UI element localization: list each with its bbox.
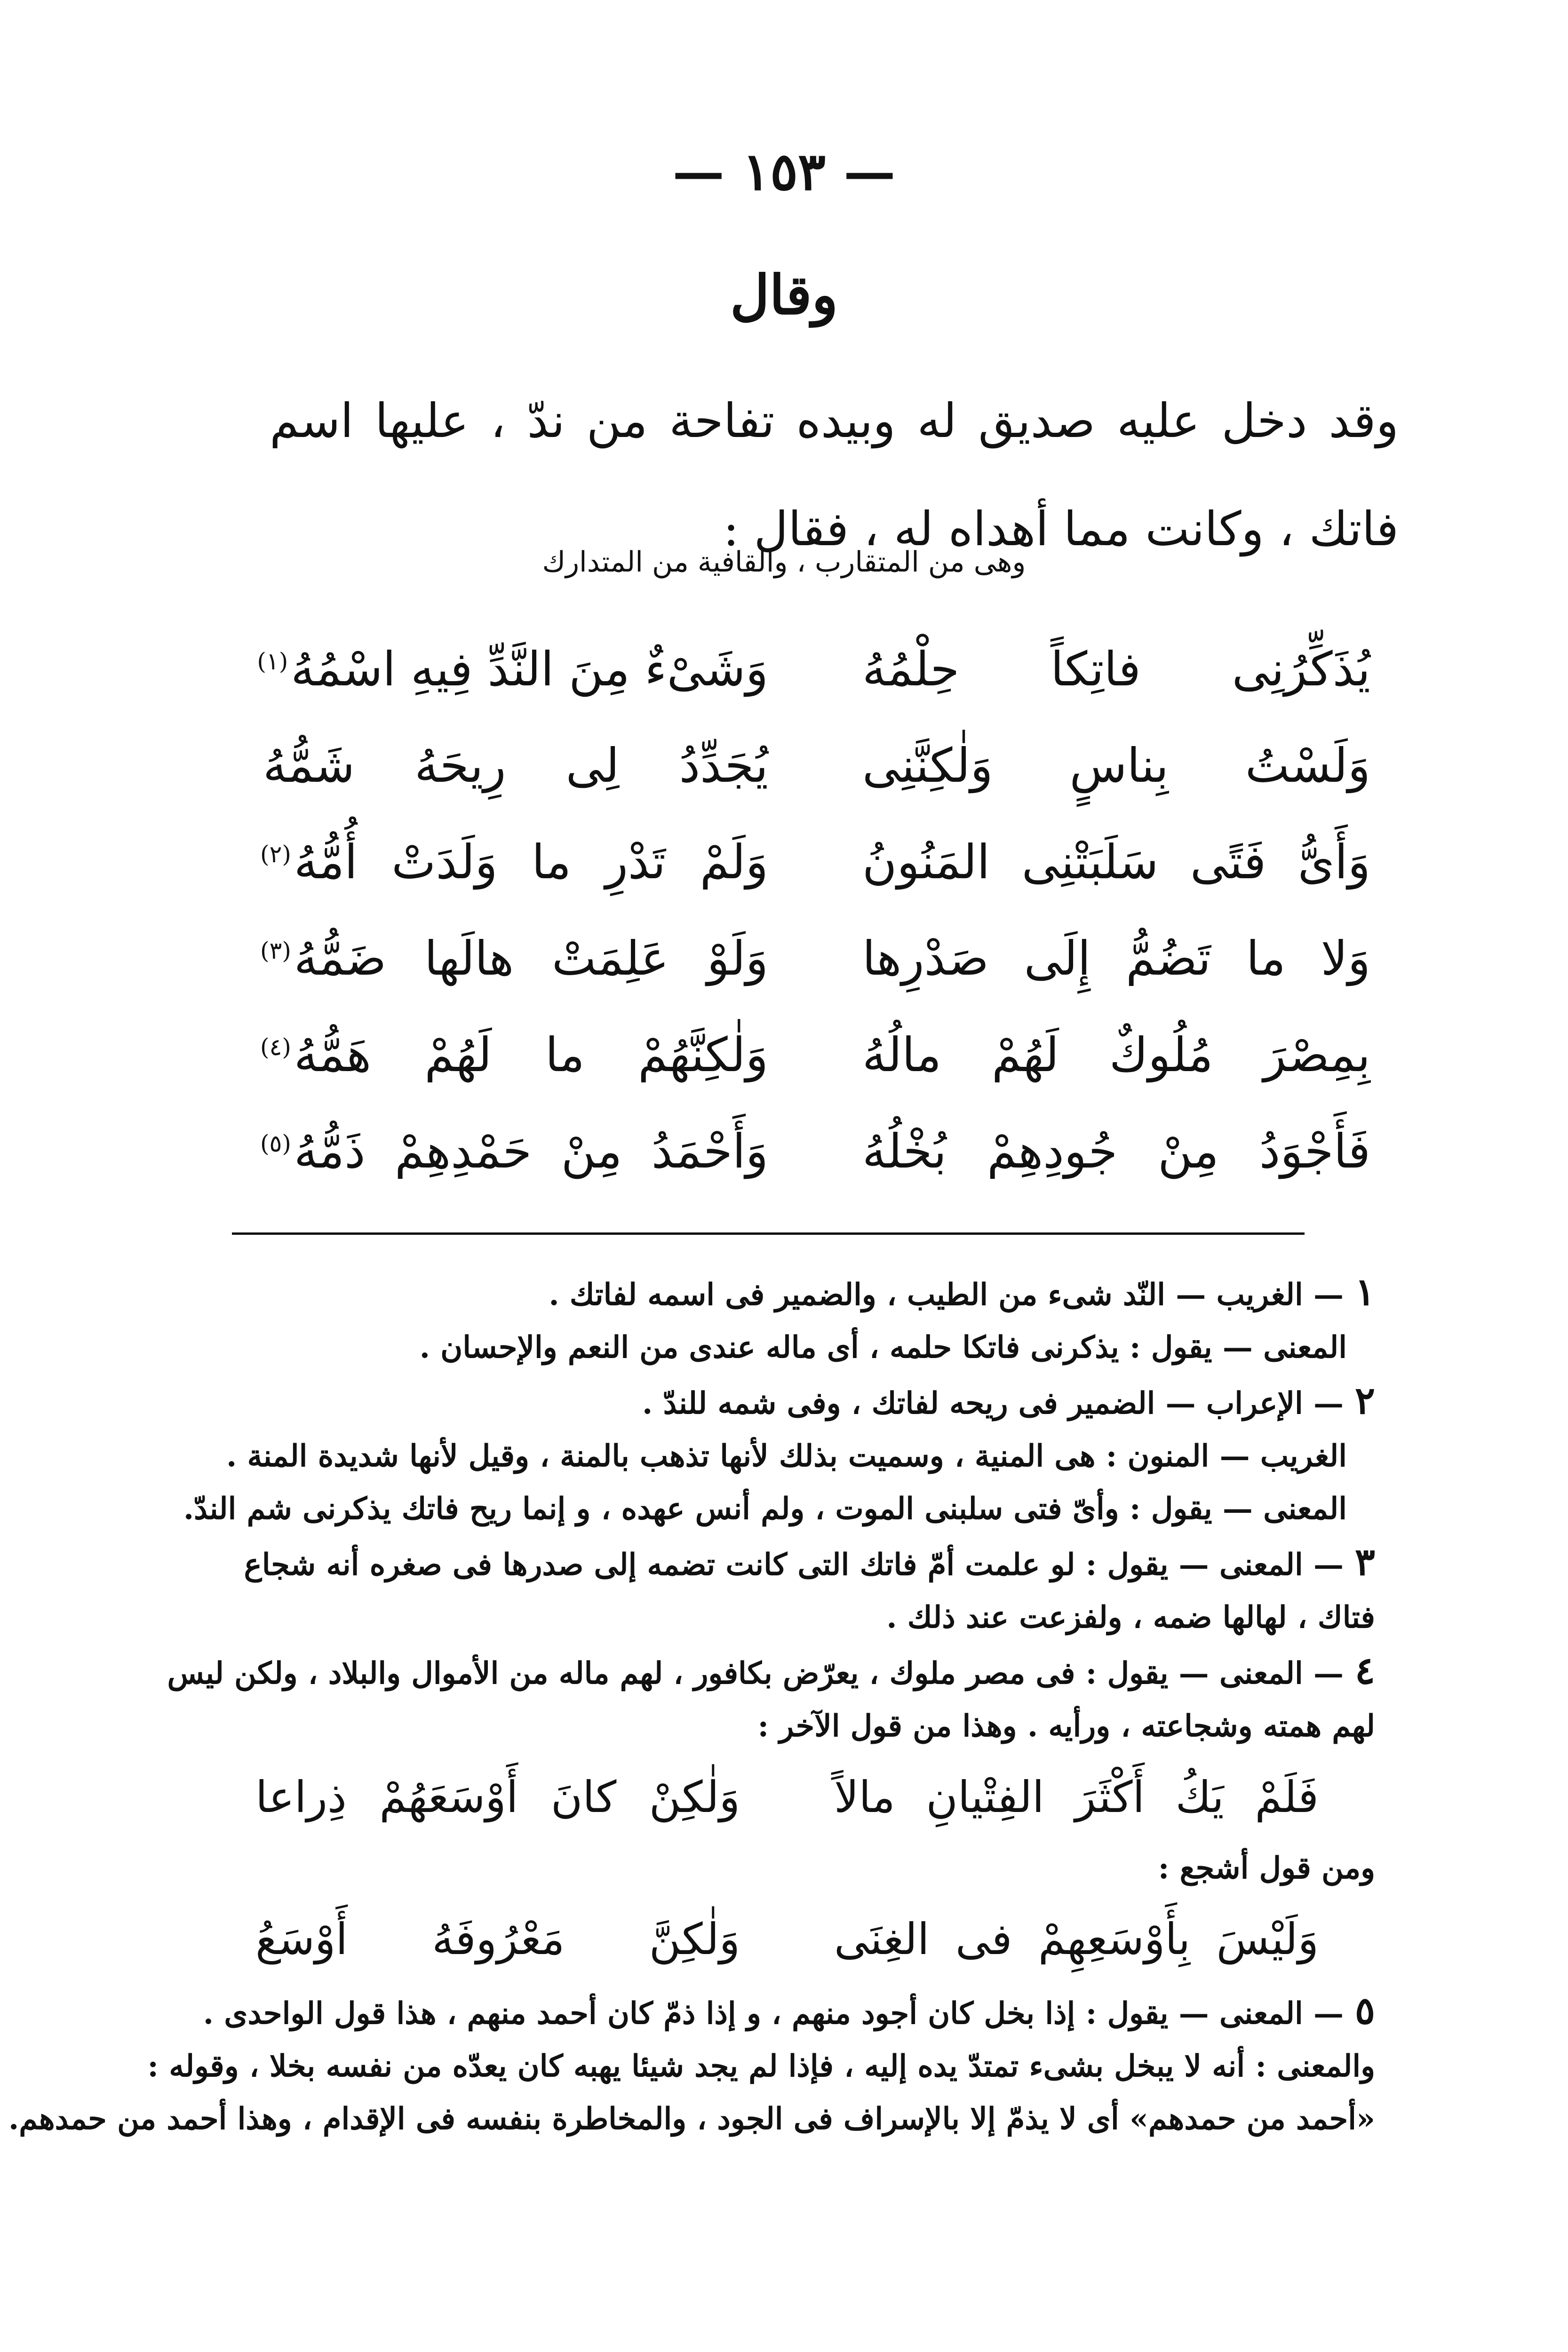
footnote-5-line: والمعنى : أنه لا يبخل بشىء تمتدّ يده إليه ، فإذا لم يجد شيئا يهبه كان يعدّه من نفسه بخلا ، وقوله : <box>147 2049 1375 2084</box>
footnote-4-line <box>167 1644 1375 1700</box>
poem-verses <box>257 621 1370 1200</box>
footnote-marker: (٤) <box>260 1033 291 1061</box>
footnote-3-line <box>190 1535 1375 1591</box>
intro-paragraph: وقد دخل عليه صديق له وبيده تفاحة من ندّ ، عليها اسم فاتك ، وكانت مما أهداه له ، فقال : <box>270 393 1399 556</box>
verse-second-text: وَلٰكِنَّهُمْ ما لَهُمْ هَمُّهُ <box>294 1027 768 1082</box>
verse-line <box>260 1007 1370 1103</box>
footnote-5-line <box>190 1984 1375 2040</box>
footnote-marker: (١) <box>257 647 288 675</box>
footnote-marker: (٢) <box>260 840 291 868</box>
verse-first-hemistich: وَأَىُّ فَتًى سَلَبَتْنِى المَنُونُ <box>862 834 1370 890</box>
verse-line <box>260 1103 1370 1200</box>
footnote-number: ٤ <box>1355 1648 1375 1692</box>
verse-second-hemistich <box>257 642 768 697</box>
meter-note: وهى من المتقارب ، والقافية من المتدارك <box>542 546 1026 579</box>
quoted-verse-second: وَلٰكِنَّ مَعْرُوفَهُ أَوْسَعُ <box>255 1914 740 1964</box>
footnote-1-line: المعنى — يقول : يذكرنى فاتكا حلمه ، أى ماله عندى من النعم والإحسان . <box>419 1330 1347 1365</box>
footnote-text: — الغريب — النّد شىء من الطيب ، والضمير فى اسمه لفاتك . <box>549 1277 1344 1312</box>
verse-second-text: يُجَدِّدُ لِى رِيحَهُ شَمُّهُ <box>263 738 768 793</box>
footnote-text: — الإعراب — الضمير فى ريحه لفاتك ، وفى شمه للندّ . <box>642 1386 1344 1421</box>
verse-line <box>260 717 1370 814</box>
verse-line <box>260 910 1370 1007</box>
quoted-verse-second: وَلٰكِنْ كانَ أَوْسَعَهُمْ ذِراعا <box>255 1772 740 1822</box>
verse-second-text: وَلَوْ عَلِمَتْ هالَها ضَمُّهُ <box>294 931 768 986</box>
quoted-verse-first: وَلَيْسَ بِأَوْسَعِهِمْ فى الغِنَى <box>834 1914 1319 1964</box>
footnote-text: — المعنى — يقول : إذا بخل كان أجود منهم ، و إذا ذمّ كان أحمد منهم ، هذا قول الواحدى . <box>203 1996 1344 2031</box>
quoted-verse <box>255 1895 1319 1984</box>
footnote-2-line: المعنى — يقول : وأىّ فتى سلبنى الموت ، ولم أنس عهده ، و إنما ريح فاتك يذكرنى شم الندّ. <box>183 1491 1347 1526</box>
footnote-3-line: فتاك ، لهالها ضمه ، ولفزعت عند ذلك . <box>886 1600 1375 1635</box>
footnote-5-line: «أحمد من حمدهم» أى لا يذمّ إلا بالإسراف فى الجود ، والمخاطرة بنفسه فى الإقدام ، وهذا أحمد من حمدهم. <box>8 2101 1375 2137</box>
footnote-4-line: ومن قول أشجع : <box>1158 1851 1375 1886</box>
verse-first-hemistich: يُذَكِّرُنِى فاتِكاً حِلْمُهُ <box>862 642 1370 697</box>
verse-second-text: وَأَحْمَدُ مِنْ حَمْدِهِمْ ذَمُّهُ <box>294 1124 768 1179</box>
footnote-1-line <box>190 1265 1375 1321</box>
footnotes <box>8 1265 1375 2145</box>
verse-second-hemistich <box>260 1027 768 1082</box>
footnote-number: ٣ <box>1355 1540 1375 1584</box>
footnote-number: ٥ <box>1355 1988 1375 2033</box>
quoted-verse-first: فَلَمْ يَكُ أَكْثَرَ الفِتْيانِ مالاً <box>834 1772 1319 1822</box>
verse-line <box>260 814 1370 910</box>
page-number: — ١٥٣ — <box>672 141 896 202</box>
footnote-number: ١ <box>1355 1270 1375 1314</box>
verse-second-hemistich <box>260 738 768 793</box>
verse-second-hemistich <box>260 1124 768 1179</box>
footnote-divider <box>232 1232 1305 1235</box>
verse-line <box>257 621 1370 717</box>
verse-second-hemistich <box>260 931 768 986</box>
footnote-marker: (٣) <box>260 937 291 964</box>
footnote-marker: (٥) <box>260 1129 291 1157</box>
verse-first-hemistich: وَلَسْتُ بِناسٍ وَلٰكِنَّنِى <box>862 738 1370 793</box>
footnote-number: ٢ <box>1355 1378 1375 1422</box>
footnote-text: — المعنى — يقول : فى مصر ملوك ، يعرّض بكافور ، لهم ماله من الأموال والبلاد ، ولكن ليس <box>167 1656 1344 1691</box>
verse-first-hemistich: فَأَجْوَدُ مِنْ جُودِهِمْ بُخْلُهُ <box>862 1124 1370 1179</box>
verse-first-hemistich: وَلا ما تَضُمُّ إِلَى صَدْرِها <box>862 931 1370 986</box>
footnote-text: — المعنى — يقول : لو علمت أمّ فاتك التى كانت تضمه إلى صدرها فى صغره أنه شجاع <box>244 1547 1344 1582</box>
footnote-4-line: لهم همته وشجاعته ، ورأيه . وهذا من قول الآخر : <box>757 1708 1375 1744</box>
footnote-2-line: الغريب — المنون : هى المنية ، وسميت بذلك لأنها تذهب بالمنة ، وقيل لأنها شديدة المنة . <box>226 1438 1347 1474</box>
verse-first-hemistich: بِمِصْرَ مُلُوكٌ لَهُمْ مالُهُ <box>862 1027 1370 1082</box>
verse-second-hemistich <box>260 834 768 890</box>
poem-heading: وقال <box>730 263 838 327</box>
footnote-2-line <box>190 1374 1375 1430</box>
verse-second-text: وَلَمْ تَدْرِ ما وَلَدَتْ أُمُّهُ <box>294 834 768 890</box>
quoted-verse <box>255 1753 1319 1842</box>
verse-second-text: وَشَىْءٌ مِنَ النَّدِّ فِيهِ اسْمُهُ <box>291 642 768 697</box>
